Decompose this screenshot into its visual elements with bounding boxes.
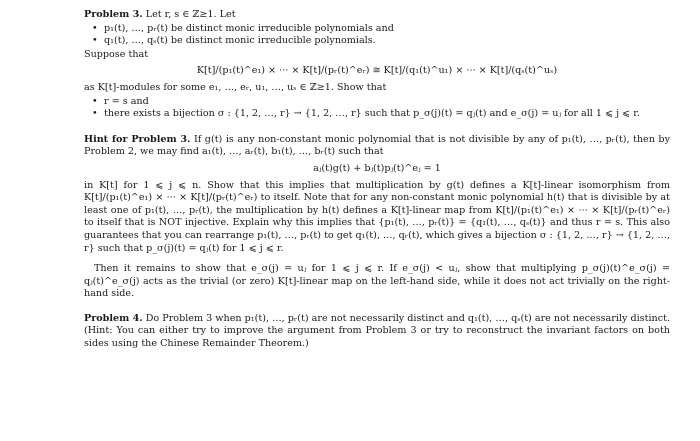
problem-4 — [84, 313, 670, 351]
polynomial-list-item-p: • p₁(t), …, pᵣ(t) be distinct monic irreducible polynomials and — [84, 23, 670, 36]
suppose-text: Suppose that — [84, 48, 149, 60]
spacer — [84, 122, 670, 134]
modules-line: as K[t]-modules for some e₁, …, eᵣ, u₁, …, uₛ ∈ ℤ≥1. Show that — [84, 81, 387, 93]
problem-3-intro: Let r, s ∈ ℤ≥1. Let — [145, 9, 236, 20]
show-list-item-r-equals-s: • r = s and — [84, 96, 670, 109]
spacer — [84, 301, 670, 313]
hint-paragraph-1 — [84, 134, 670, 159]
hint-paragraph-2: in K[t] for 1 ⩽ j ⩽ n. Show that this implies that multiplication by g(t) defines a K[t]-linear isomorphism from K[t]/(p₁(t)^e₁) × ··· × K[t]/(pᵣ(t)^eᵣ) to itself. Note that for any non-constant monic polynomial h(t) that is divisible by at least one of p₁(t), …, pᵣ(t), the multiplication by h(t) defines a K[t]-linear map from K[t]/(p₁(t)^e₁) × ··· × K[t]/(pᵣ(t)^eᵣ) to itself that is NOT injective. Explain why this implies that {p₁(t), …, pᵣ(t)} = {q₁(t), …, qₛ(t)} and thus r = s. This also guarantees that you can rearrange p₁(t), …, pᵣ(t) to get q₁(t), …, qᵣ(t), which gives a bijection σ : {1, 2, …, r} → {1, 2, …, r} such that p_σ(j)(t) = qⱼ(t) for 1 ⩽ j ⩽ r. — [84, 179, 670, 254]
hint-problem-3 — [84, 134, 670, 301]
show-list-item-bijection: • there exists a bijection σ : {1, 2, …, r} → {1, 2, …, r} such that p_σ(j)(t) = qⱼ(t) and e_σ(j) = uⱼ for all 1 ⩽ j ⩽ r. — [84, 108, 670, 121]
polynomial-list — [84, 23, 670, 48]
spacer — [84, 255, 670, 263]
problem-3-intro-line — [84, 9, 670, 22]
hint-equation: aⱼ(t)g(t) + bⱼ(t)pⱼ(t)^eⱼ = 1 — [313, 162, 441, 174]
problem-4-text: Do Problem 3 when p₁(t), …, pᵣ(t) are not necessarily distinct and q₁(t), …, qₛ(t) are not necessarily distinct. (Hint: You can either try to improve the argument from Problem 3 or try to reconstruct the invariant factors on both sides using the Chinese Remainder Theorem.) — [84, 312, 670, 350]
problem-3 — [84, 9, 670, 121]
show-list — [84, 96, 670, 121]
problem-4-paragraph — [84, 313, 670, 351]
isomorphism-equation: K[t]/(p₁(t)^e₁) × ··· × K[t]/(pᵣ(t)^eᵣ) ≅ K[t]/(q₁(t)^u₁) × ··· × K[t]/(qₛ(t)^uₛ) — [196, 65, 558, 77]
hint-text-1: If g(t) is any non-constant monic polynomial that is not divisible by any of p₁(t), …, pᵣ(t), then by Problem 2, we may find a₁(t), …, aᵣ(t), b₁(t), …, bᵣ(t) such that — [84, 133, 670, 158]
problem-4-heading: Problem 4. — [84, 312, 143, 324]
hint-paragraph-3: Then it remains to show that e_σ(j) = uⱼ for 1 ⩽ j ⩽ r. If e_σ(j) < uⱼ, show that multiplying p_σ(j)(t)^e_σ(j) = qⱼ(t)^e_σ(j) acts as the trivial (or zero) K[t]-linear map on the left-hand side, while it does not act trivially on the right-hand side. — [84, 263, 670, 300]
polynomial-list-item-q: • q₁(t), …, qₛ(t) be distinct monic irreducible polynomials. — [84, 35, 670, 48]
problem-3-heading: Problem 3. — [84, 9, 143, 20]
hint-heading: Hint for Problem 3. — [84, 133, 191, 145]
